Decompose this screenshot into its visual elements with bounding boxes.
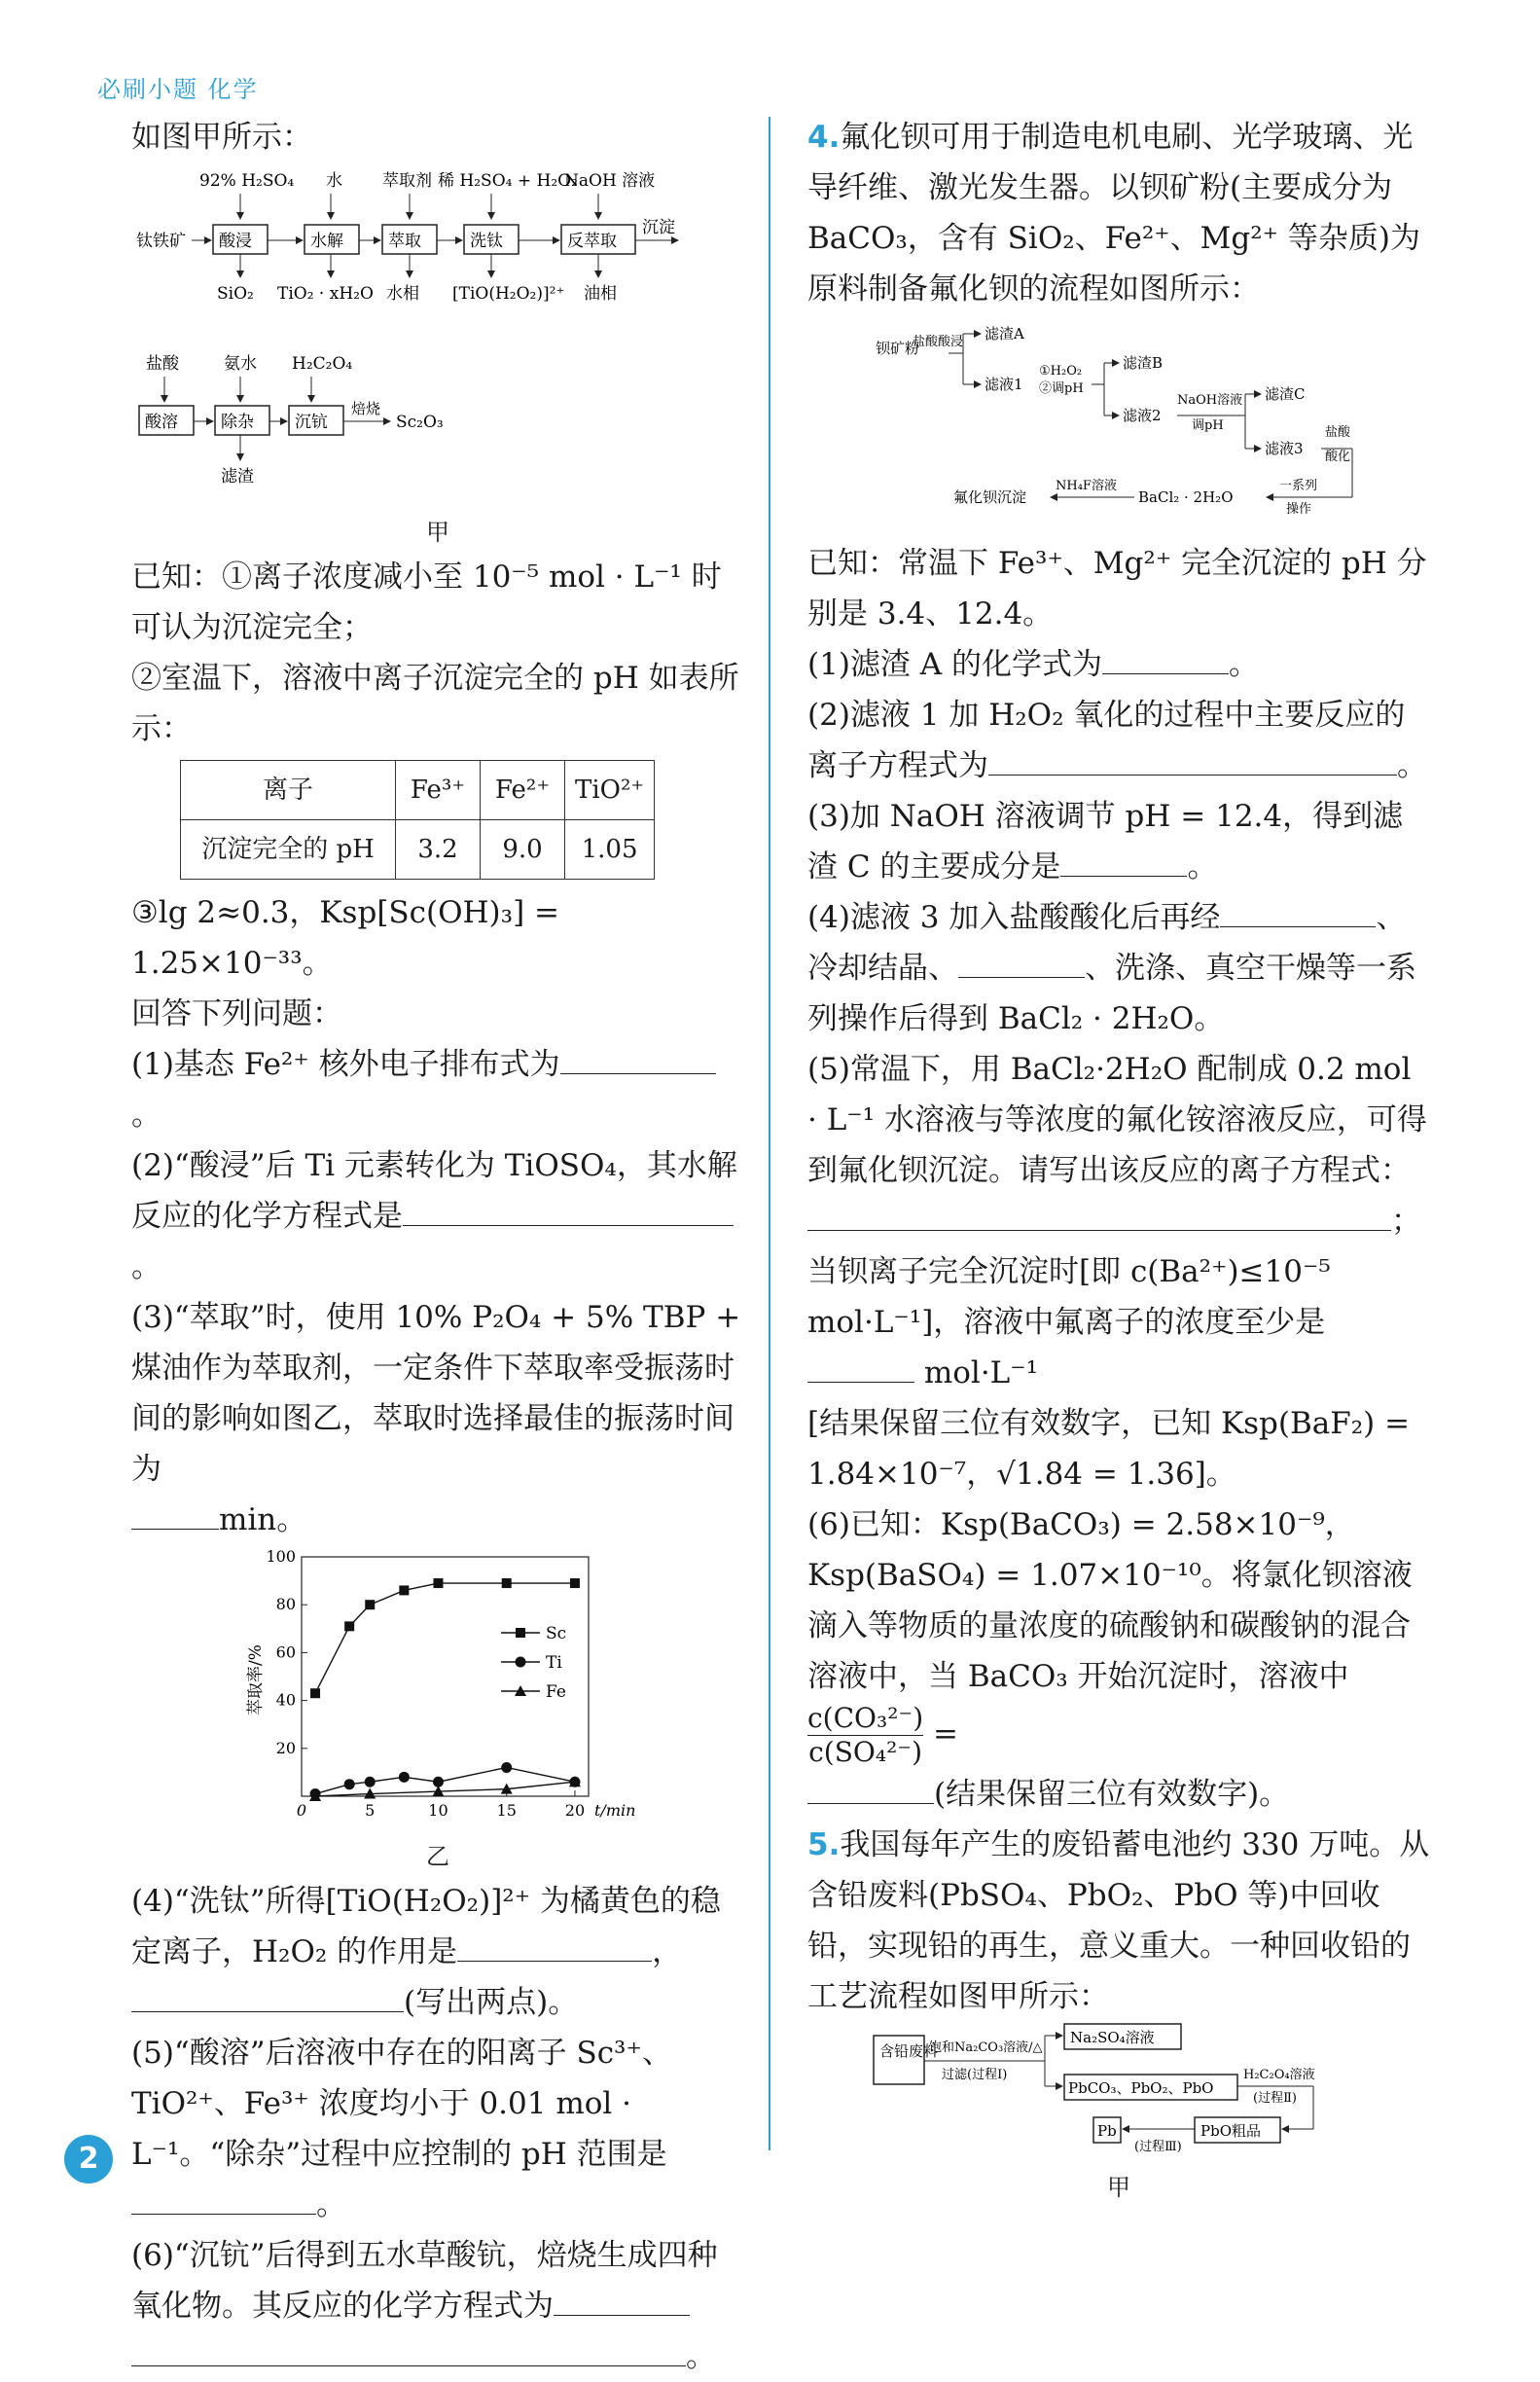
data-point-sc xyxy=(502,1578,512,1588)
lf-step3: (过程Ⅲ) xyxy=(1134,2140,1182,2154)
answer-blank-4a[interactable] xyxy=(457,1928,652,1962)
problem-4-known: 已知：常温下 Fe³⁺、Mg²⁺ 完全沉淀的 pH 分别是 3.4、12.4。 xyxy=(807,546,1427,632)
x-axis-label: t/min xyxy=(594,1801,636,1820)
p4-question-6-note: (结果保留三位有效数字)。 xyxy=(934,1777,1290,1812)
flow2-step-3: 沉钪 xyxy=(295,413,328,432)
bf-step5a: 一系列 xyxy=(1279,479,1318,493)
bf-filtrate-1: 滤液1 xyxy=(985,376,1023,393)
y-tick-label: 100 xyxy=(266,1547,296,1566)
lf-crude: PbO粗品 xyxy=(1200,2122,1261,2140)
ion-ph-table xyxy=(180,760,655,880)
p4-answer-blank-4b[interactable] xyxy=(958,944,1085,978)
problem-5-intro xyxy=(807,1820,1430,2022)
p4-question-5: (5)常温下，用 BaCl₂·2H₂O 配制成 0.2 mol · L⁻¹ 水溶液与等浓度的氟化铵溶液反应，可得到氟化钡沉淀。请写出该反应的离子方程式： xyxy=(807,1052,1427,1188)
question-4-note: (写出两点)。 xyxy=(404,1985,579,2020)
page-header: 必刷小题 化学 xyxy=(97,76,259,103)
data-point-sc xyxy=(433,1578,443,1588)
problem-4-text: 氟化钡可用于制造电机电刷、光学玻璃、光导纤维、激光发生器。以钡矿粉(主要成分为 BaCO₃，含有 SiO₂、Fe²⁺、Mg²⁺ 等杂质)为原料制备氟化钡的流程如图所示： xyxy=(807,120,1420,307)
table-header-fe3: Fe³⁺ xyxy=(396,761,481,820)
data-point-ti xyxy=(399,1772,410,1783)
question-1: (1)基态 Fe²⁺ 核外电子排布式为。 xyxy=(131,1039,744,1140)
p4-question-3: (3)加 NaOH 溶液调节 pH = 12.4，得到滤渣 C 的主要成分是 。 xyxy=(807,799,1404,884)
data-point-sc xyxy=(310,1688,320,1698)
lf-step1a: 饱和Na₂CO₃溶液/△ xyxy=(929,2040,1043,2055)
problem-5-text: 我国每年产生的废铅蓄电池约 330 万吨。从含铅废料(PbSO₄、PbO₂、PbO 等)中回收铅，实现铅的再生，意义重大。一种回收铅的工艺流程如图甲所示： xyxy=(807,1827,1430,2014)
left-column xyxy=(131,112,744,2382)
bf-step3a: NaOH溶液 xyxy=(1177,393,1243,408)
p4-answer-blank-3[interactable] xyxy=(1060,843,1187,877)
p4-question-5-cont xyxy=(807,1246,1430,1398)
ratio-numerator: c(CO₃²⁻) xyxy=(807,1702,924,1734)
figure-5-caption: 甲 xyxy=(1107,2174,1130,2201)
bf-start: 钡矿粉 xyxy=(876,340,920,357)
flow1-reagent-2: 水 xyxy=(326,171,342,191)
bf-step3b: 调pH xyxy=(1192,418,1224,433)
p4-question-5-text-b: 当钡离子完全沉淀时[即 c(Ba²⁺)≤10⁻⁵ mol·L⁻¹]，溶液中氟离子的浓度至少是 xyxy=(807,1254,1331,1340)
lf-na2so4: Na₂SO₄溶液 xyxy=(1070,2029,1155,2046)
flow2-reagent-2: 氨水 xyxy=(224,354,257,374)
lf-start: 含铅废料 xyxy=(879,2042,939,2060)
problem-4-intro xyxy=(807,112,1430,314)
p4-answer-blank-5b[interactable] xyxy=(807,1349,914,1383)
bf-filtrate-2: 滤液2 xyxy=(1123,407,1162,424)
bf-step4a: 盐酸 xyxy=(1325,425,1351,440)
legend-marker-sc xyxy=(516,1628,525,1638)
x-tick-label: 10 xyxy=(428,1801,448,1820)
p4-answer-blank-5a[interactable] xyxy=(807,1197,1391,1231)
bf-step2b: ②调pH xyxy=(1039,381,1084,396)
question-2: (2)“酸浸”后 Ti 元素转化为 TiOSO₄，其水解反应的化学方程式是。 xyxy=(131,1148,737,1284)
question-6-text: (6)“沉钪”后得到五水草酸钪，焙烧生成四种氧化物。其反应的化学方程式为 xyxy=(131,2238,718,2324)
flow1-start: 钛铁矿 xyxy=(136,232,186,251)
bf-step2a: ①H₂O₂ xyxy=(1039,364,1083,379)
figure-1-caption: 甲 xyxy=(426,519,449,546)
legend-label-fe: Fe xyxy=(546,1682,566,1702)
flow1-byproduct-1: SiO₂ xyxy=(217,284,254,304)
flow1-step-4: 洗钛 xyxy=(470,232,503,251)
x-tick-label: 5 xyxy=(365,1801,376,1820)
answer-blank-1[interactable] xyxy=(560,1040,716,1074)
data-point-ti xyxy=(501,1762,512,1773)
intro-text: 如图甲所示： xyxy=(131,120,312,155)
flow1-reagent-1: 92% H₂SO₄ xyxy=(199,171,295,191)
flow1-reagent-5: NaOH 溶液 xyxy=(564,171,656,191)
table-header-ion: 离子 xyxy=(181,761,396,820)
question-2-text: (2)“酸浸”后 Ti 元素转化为 TiOSO₄，其水解反应的化学方程式是 xyxy=(131,1148,737,1234)
bf-filtrate-3: 滤液3 xyxy=(1265,440,1304,457)
table-row-label: 沉淀完全的 pH xyxy=(181,820,396,880)
flow1-end: 沉淀 xyxy=(642,218,675,237)
answer-blank-3[interactable] xyxy=(131,1496,219,1530)
answer-blank-6b[interactable] xyxy=(131,2332,686,2366)
p4-question-3-text: (3)加 NaOH 溶液调节 pH = 12.4，得到滤渣 C 的主要成分是 xyxy=(807,799,1404,884)
flow2-end: Sc₂O₃ xyxy=(396,413,444,432)
answer-blank-4b[interactable] xyxy=(131,1978,404,2012)
flow1-byproduct-5: 油相 xyxy=(584,284,617,304)
lf-step1b: 过滤(过程Ⅰ) xyxy=(942,2068,1008,2082)
bf-bacl2: BaCl₂ · 2H₂O xyxy=(1138,488,1234,506)
flow1-step-5: 反萃取 xyxy=(567,232,617,251)
extraction-rate-chart xyxy=(131,1545,744,1837)
p4-question-4-text-c: 、洗涤、真空干燥等一系列操作后得到 BaCl₂ · 2H₂O。 xyxy=(807,951,1416,1036)
p4-answer-blank-6[interactable] xyxy=(807,1770,934,1804)
concentration-ratio xyxy=(807,1702,923,1769)
column-divider xyxy=(769,117,770,2150)
plot-frame xyxy=(302,1557,589,1796)
data-point-ti xyxy=(365,1777,376,1787)
question-1-text: (1)基态 Fe²⁺ 核外电子排布式为 xyxy=(131,1047,560,1082)
data-point-sc xyxy=(399,1585,409,1595)
legend-marker-ti xyxy=(516,1657,526,1668)
flow1-byproduct-2: TiO₂ · xH₂O xyxy=(277,284,374,304)
y-tick-label: 40 xyxy=(275,1690,296,1710)
answer-blank-6a[interactable] xyxy=(554,2282,690,2316)
flow2-step-1: 酸溶 xyxy=(145,413,178,432)
table-header-fe2: Fe²⁺ xyxy=(481,761,565,820)
p4-question-5-unit: mol·L⁻¹ xyxy=(923,1355,1039,1390)
p4-answer-blank-1[interactable] xyxy=(1102,640,1229,674)
flow1-step-1: 酸浸 xyxy=(219,232,252,251)
question-3-answer xyxy=(131,1495,744,1545)
question-4-text: (4)“洗钛”所得[TiO(H₂O₂)]²⁺ 为橘黄色的稳定离子，H₂O₂ 的作用是 xyxy=(131,1884,721,1969)
y-tick-label: 20 xyxy=(275,1738,296,1757)
flow1-reagent-4: 稀 H₂SO₄ + H₂O₂ xyxy=(438,171,578,191)
flow1-step-2: 水解 xyxy=(310,232,343,251)
table-cell-fe2: 9.0 xyxy=(481,820,565,880)
problem-5-number: 5. xyxy=(807,1827,841,1862)
series-line-ti xyxy=(315,1767,575,1793)
lf-step2b: (过程Ⅱ) xyxy=(1253,2091,1297,2106)
flow2-step-2: 除杂 xyxy=(221,413,254,432)
p4-question-2-text: (2)滤液 1 加 H₂O₂ 氧化的过程中主要反应的离子方程式为 xyxy=(807,698,1406,783)
lf-mix: PbCO₃、PbO₂、PbO xyxy=(1068,2079,1214,2097)
table-cell-fe3: 3.2 xyxy=(396,820,481,880)
p4-answer-blank-4a[interactable] xyxy=(1220,893,1376,927)
bf-residue-a: 滤渣A xyxy=(985,325,1024,343)
question-3-unit: min。 xyxy=(219,1502,307,1537)
question-6 xyxy=(131,2230,744,2331)
data-point-sc xyxy=(344,1621,354,1631)
known-1: 已知：①离子浓度减小至 10⁻⁵ mol · L⁻¹ 时可认为沉淀完全； xyxy=(131,559,722,645)
p4-question-4: (4)滤液 3 加入盐酸酸化后再经 、 xyxy=(807,892,1430,943)
table-cell-tio: 1.05 xyxy=(565,820,655,880)
p4-answer-blank-2[interactable] xyxy=(988,741,1397,776)
x-tick-label: 0 xyxy=(296,1801,307,1820)
flow2-reagent-3: H₂C₂O₄ xyxy=(292,354,353,374)
flow2-reagent-1: 盐酸 xyxy=(146,354,179,374)
p4-question-2: (2)滤液 1 加 H₂O₂ 氧化的过程中主要反应的离子方程式为 。 xyxy=(807,698,1427,783)
barium-flow-diagram xyxy=(807,314,1430,538)
question-6-cont: 。 xyxy=(131,2331,744,2382)
problem-4-number: 4. xyxy=(807,120,841,155)
known-3: ③lg 2≈0.3，Ksp[Sc(OH)₃] = 1.25×10⁻³³。 xyxy=(131,895,559,981)
known-2: ②室温下，溶液中离子沉淀完全的 pH 如表所示： xyxy=(131,661,739,746)
page-number: 2 xyxy=(64,2135,113,2184)
flow1-step-3: 萃取 xyxy=(388,232,421,251)
lf-step2a: H₂C₂O₄溶液 xyxy=(1243,2068,1315,2082)
figure-2-caption: 乙 xyxy=(426,1843,449,1870)
y-tick-label: 80 xyxy=(275,1595,296,1614)
y-axis-label: 萃取率/% xyxy=(246,1644,266,1715)
answer-blank-2[interactable] xyxy=(403,1192,734,1226)
p4-question-4-text: (4)滤液 3 加入盐酸酸化后再经 xyxy=(807,900,1221,935)
data-point-ti xyxy=(344,1779,355,1789)
p4-question-6-text: (6)已知：Ksp(BaCO₃) = 2.58×10⁻⁹，Ksp(BaSO₄) = 1.07×10⁻¹⁰。将氯化钡溶液滴入等物质的量浓度的硫酸钠和碳酸钠的混合溶液中，当 BaCO₃ 开始沉淀时，溶液中 xyxy=(807,1507,1413,1694)
right-column xyxy=(807,112,1430,2207)
bf-step1: 盐酸酸浸 xyxy=(913,335,964,349)
data-point-sc xyxy=(570,1578,580,1588)
legend-label-sc: Sc xyxy=(546,1624,567,1643)
question-3 xyxy=(131,1292,744,1495)
bf-end: 氟化钡沉淀 xyxy=(953,488,1027,506)
flow-diagram-2 xyxy=(131,347,744,513)
answer-blank-5[interactable] xyxy=(131,2181,316,2215)
ask-text: 回答下列问题： xyxy=(131,996,342,1031)
x-tick-label: 20 xyxy=(564,1801,586,1820)
series-line-sc xyxy=(315,1583,575,1693)
bf-step6: NH₄F溶液 xyxy=(1056,479,1117,493)
question-3-text: (3)“萃取”时，使用 10% P₂O₄ + 5% TBP + 煤油作为萃取剂，一定条件下萃取率受振荡时间的影响如图乙，萃取时选择最佳的振荡时间为 xyxy=(131,1300,741,1487)
p4-question-4-text-b: 冷却结晶、 xyxy=(807,951,958,986)
question-4-cont xyxy=(131,1977,744,2028)
lead-flow-diagram xyxy=(807,2022,1430,2168)
bf-step5b: 操作 xyxy=(1286,502,1312,517)
data-point-sc xyxy=(365,1600,375,1609)
p4-question-4-cont xyxy=(807,943,1430,1044)
bf-residue-b: 滤渣B xyxy=(1123,354,1164,372)
table-header-tio: TiO²⁺ xyxy=(565,761,655,820)
flow1-byproduct-4: [TiO(H₂O₂)]²⁺ xyxy=(452,284,565,304)
lf-pb: Pb xyxy=(1097,2122,1117,2140)
p4-question-6-cont xyxy=(807,1769,1430,1820)
question-5: (5)“酸溶”后溶液中存在的阳离子 Sc³⁺、TiO²⁺、Fe³⁺ 浓度均小于 0.01 mol · L⁻¹。“除杂”过程中应控制的 pH 范围是。 xyxy=(131,2036,672,2222)
bf-step4b: 酸化 xyxy=(1325,450,1351,464)
p4-question-1: (1)滤渣 A 的化学式为 。 xyxy=(807,639,1430,690)
x-tick-label: 15 xyxy=(496,1801,517,1820)
question-5-text: (5)“酸溶”后溶液中存在的阳离子 Sc³⁺、TiO²⁺、Fe³⁺ 浓度均小于 0.01 mol · L⁻¹。“除杂”过程中应控制的 pH 范围是 xyxy=(131,2036,672,2172)
ratio-denominator: c(SO₄²⁻) xyxy=(808,1736,923,1768)
p4-question-5-blank-line: ； xyxy=(807,1196,1430,1246)
question-4: (4)“洗钛”所得[TiO(H₂O₂)]²⁺ 为橘黄色的稳定离子，H₂O₂ 的作用是 ， xyxy=(131,1884,721,1969)
p4-question-5-note: [结果保留三位有效数字，已知 Ksp(BaF₂) = 1.84×10⁻⁷，√1.84 = 1.36]。 xyxy=(807,1406,1411,1492)
flow1-reagent-3: 萃取剂 xyxy=(382,171,432,191)
bf-residue-c: 滤渣C xyxy=(1265,385,1306,403)
p4-question-1-text: (1)滤渣 A 的化学式为 xyxy=(807,647,1103,682)
legend-label-ti: Ti xyxy=(546,1653,562,1673)
p4-question-6: (6)已知：Ksp(BaCO₃) = 2.58×10⁻⁹，Ksp(BaSO₄) = 1.07×10⁻¹⁰。将氯化钡溶液滴入等物质的量浓度的硫酸钠和碳酸钠的混合溶液中，当 BaCO₃ 开始沉淀时，溶液中 $\frac{\text{c(CO₃²⁻)}}{\text{c(SO₄²⁻)}}$ = xyxy=(807,1507,1413,1768)
y-tick-label: 60 xyxy=(275,1642,296,1662)
flow2-arrow-label: 焙烧 xyxy=(351,400,381,417)
flow-diagram-1 xyxy=(131,162,744,347)
flow2-byproduct: 滤渣 xyxy=(221,467,254,487)
flow1-byproduct-3: 水相 xyxy=(386,284,419,304)
